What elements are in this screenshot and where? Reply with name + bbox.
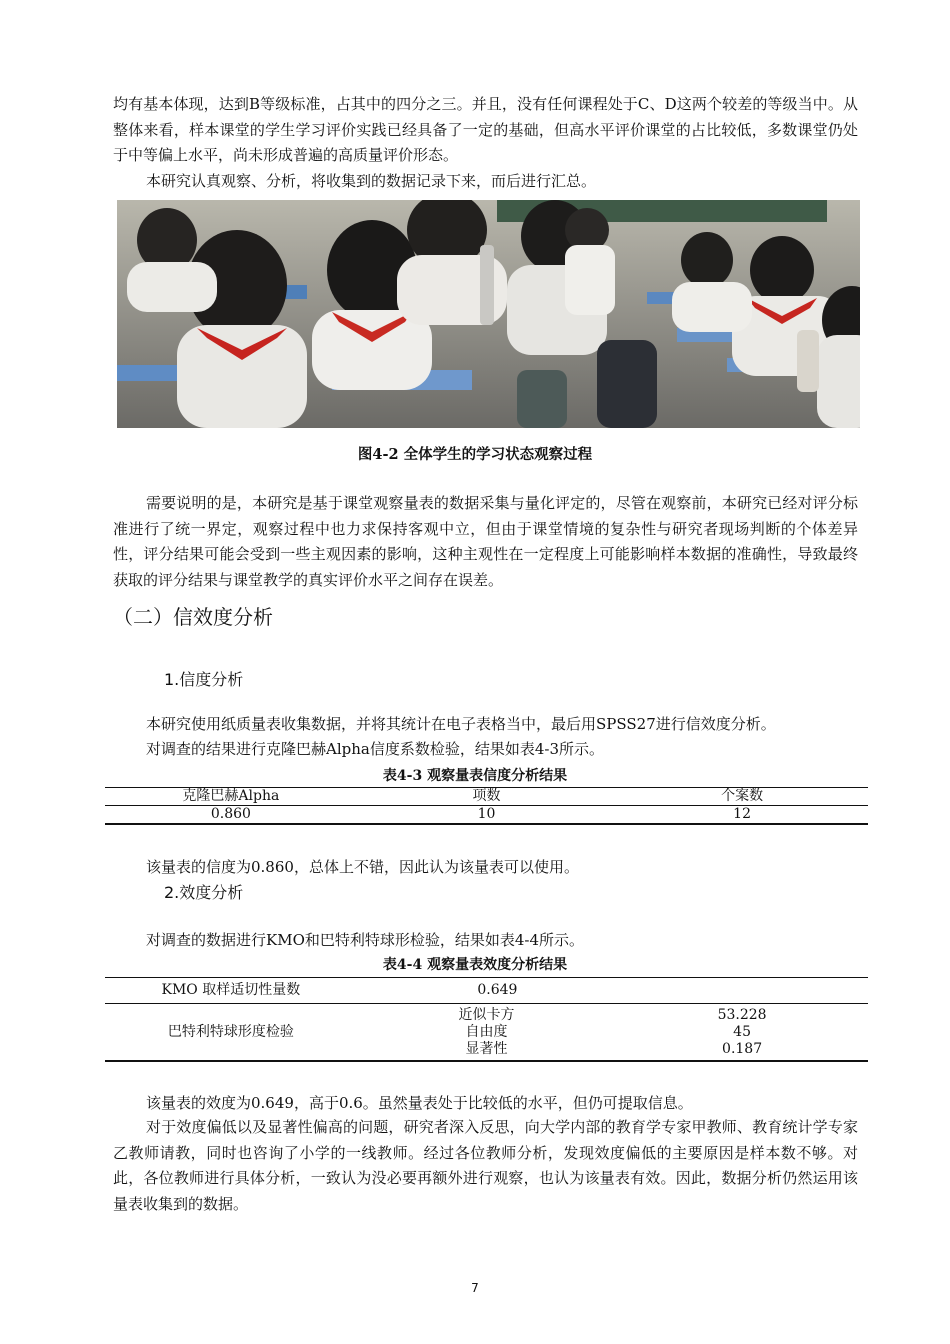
paragraph-reflection: 对于效度偏低以及显著性偏高的问题，研究者深入反思，向大学内部的教育学专家甲教师、教育统计学专家乙教师请教，同时也咨询了小学的一线教师。经过各位教师分析，发现效度偏低的主要原因是样本数不够。对此，各位教师进行具体分析，一致认为没必要再额外进行观察，也认为该量表有效。因此，数据分析仍然运用该量表收集到的数据。	[113, 1118, 858, 1213]
bartlett-stat-value: 0.187	[722, 1041, 763, 1057]
bartlett-stat-value: 53.228	[717, 1007, 767, 1023]
table-cell: 12	[733, 806, 751, 822]
table-4-3-header-row	[105, 788, 868, 806]
kmo-label: KMO 取样适切性量数	[161, 982, 301, 998]
section-heading: （二）信效度分析	[113, 605, 273, 629]
bartlett-stat-name: 自由度	[465, 1024, 508, 1040]
bartlett-label: 巴特利特球形度检验	[167, 1023, 294, 1040]
table-row	[105, 1004, 868, 1025]
table-cell: 10	[477, 806, 496, 822]
paragraph-reliability-result: 该量表的信度为0.860，总体上不错，因此认为该量表可以使用。	[146, 858, 579, 876]
paragraph-alpha-test: 对调查的结果进行克隆巴赫Alpha信度系数检验，结果如表4-3所示。	[146, 740, 604, 758]
kmo-value: 0.649	[477, 982, 518, 998]
table-4-3	[105, 787, 868, 825]
table-4-4-caption: 表4-4 观察量表效度分析结果	[382, 957, 568, 973]
bartlett-stat-value: 45	[733, 1024, 751, 1040]
table-4-4-kmo-row	[105, 978, 868, 1004]
classroom-photo	[117, 200, 860, 428]
bartlett-stat-name: 显著性	[465, 1041, 508, 1057]
paragraph-subjectivity-note: 需要说明的是，本研究是基于课堂观察量表的数据采集与量化评定的，尽管在观察前，本研究已经对评分标准进行了统一界定，观察过程中也力求保持客观中立，但由于课堂情境的复杂性与研究者现场判断的个体差异性，评分结果可能会受到一些主观因素的影响，这种主观性在一定程度上可能影响样本数据的准确性，导致最终获取的评分结果与课堂教学的真实评价水平之间存在误差。	[113, 494, 858, 589]
table-4-3-value-row	[105, 806, 868, 825]
table-header-cell: 个案数	[721, 788, 764, 804]
subsection-heading-validity: 2.效度分析	[164, 883, 244, 902]
paragraph-method: 本研究使用纸质量表收集数据，并将其统计在电子表格当中，最后用SPSS27进行信效度分析。	[146, 715, 776, 733]
page-number: 7	[471, 1281, 479, 1295]
paragraph-grade-summary: 均有基本体现，达到B等级标准，占其中的四分之三。并且，没有任何课程处于C、D这两个较差的等级当中。从整体来看，样本课堂的学生学习评价实践已经具备了一定的基础，但高水平评价课堂的占比较低，多数课堂仍处于中等偏上水平，尚未形成普遍的高质量评价形态。	[113, 95, 858, 164]
subsection-heading-reliability: 1.信度分析	[164, 670, 244, 689]
table-header-cell: 克隆巴赫Alpha	[182, 788, 280, 804]
table-4-3-caption: 表4-3 观察量表信度分析结果	[382, 768, 568, 784]
paragraph-kmo-test: 对调查的数据进行KMO和巴特利特球形检验，结果如表4-4所示。	[146, 931, 585, 949]
table-header-cell: 项数	[472, 788, 501, 804]
paragraph-validity-result: 该量表的效度为0.649，高于0.6。虽然量表处于比较低的水平，但仍可提取信息。	[146, 1094, 693, 1112]
bartlett-stat-name: 近似卡方	[458, 1007, 515, 1023]
table-4-4	[105, 977, 868, 1062]
paragraph-data-collection: 本研究认真观察、分析，将收集到的数据记录下来，而后进行汇总。	[146, 172, 597, 190]
figure-caption: 图4-2 全体学生的学习状态观察过程	[357, 446, 593, 463]
table-cell: 0.860	[210, 806, 251, 822]
